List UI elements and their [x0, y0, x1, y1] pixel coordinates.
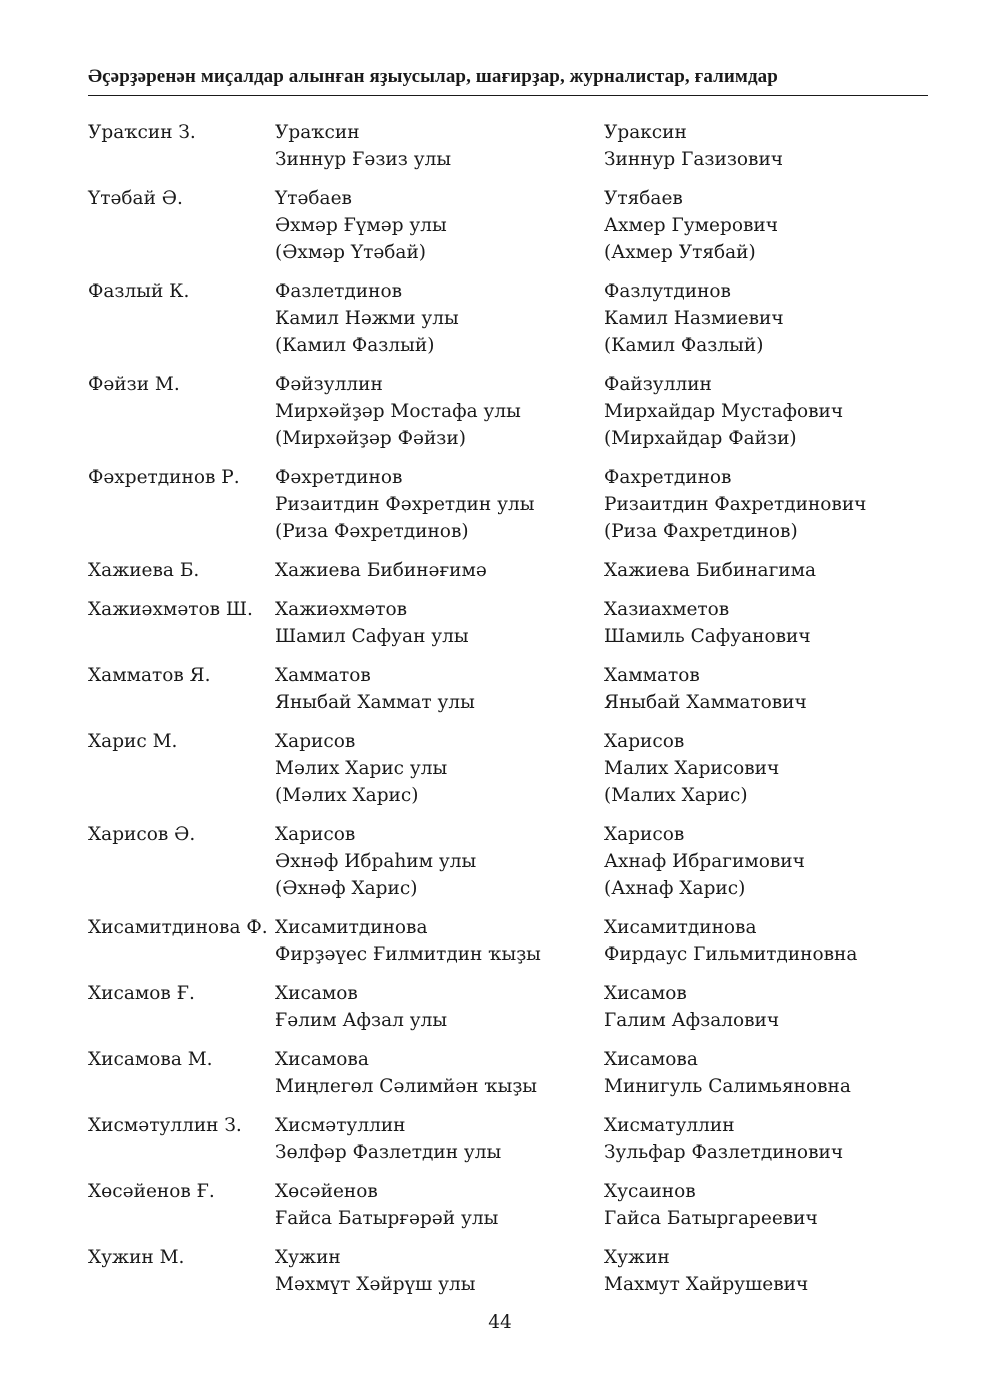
russian-full-name [604, 1046, 938, 1100]
short-name-text: Фәйзи М. [88, 374, 180, 395]
short-name [88, 662, 275, 716]
bashkir-name-line: Фәйзуллин [275, 374, 383, 395]
russian-name-line: Хисамитдинова [604, 917, 757, 938]
bashkir-name-line: (Камил Фазлый) [275, 335, 435, 356]
russian-full-name [604, 596, 938, 650]
short-name [88, 980, 275, 1034]
name-entries-list [88, 119, 938, 1310]
bashkir-name-line: Зиннур Ғәзиз улы [275, 149, 452, 170]
russian-name-line: Камил Назмиевич [604, 308, 784, 329]
name-entry [88, 557, 938, 584]
name-entry [88, 728, 938, 809]
bashkir-name-line: Мирхәйҙәр Мостафа улы [275, 401, 521, 422]
name-entry [88, 596, 938, 650]
short-name-text: Фазлый К. [88, 281, 190, 302]
bashkir-name-line: Камил Нәжми улы [275, 308, 459, 329]
russian-full-name [604, 1244, 938, 1298]
russian-full-name [604, 728, 938, 809]
bashkir-name-line: Үтәбаев [275, 188, 352, 209]
bashkir-full-name [275, 371, 604, 452]
short-name-text: Хужин М. [88, 1247, 185, 1268]
short-name [88, 914, 275, 968]
bashkir-name-line: Мәлих Харис улы [275, 758, 448, 779]
short-name [88, 1112, 275, 1166]
bashkir-name-line: Зөлфәр Фазлетдин улы [275, 1142, 502, 1163]
bashkir-full-name [275, 914, 604, 968]
russian-name-line: Харисов [604, 824, 685, 845]
bashkir-full-name [275, 596, 604, 650]
bashkir-name-line: Хисмәтуллин [275, 1115, 406, 1136]
russian-full-name [604, 1112, 938, 1166]
bashkir-name-line: Хажиәхмәтов [275, 599, 408, 620]
short-name [88, 557, 275, 584]
short-name-text: Ураҡсин З. [88, 122, 196, 143]
name-entry [88, 371, 938, 452]
bashkir-full-name [275, 119, 604, 173]
bashkir-name-line: Хисамитдинова [275, 917, 428, 938]
name-entry [88, 662, 938, 716]
russian-name-line: Ураксин [604, 122, 687, 143]
short-name-text: Үтәбай Ә. [88, 188, 183, 209]
short-name [88, 821, 275, 902]
short-name [88, 728, 275, 809]
bashkir-name-line: Хажиева Бибинәғимә [275, 560, 487, 581]
russian-name-line: Фазлутдинов [604, 281, 731, 302]
short-name-text: Харис М. [88, 731, 178, 752]
russian-name-line: Харисов [604, 731, 685, 752]
russian-name-line: Ризаитдин Фахретдинович [604, 494, 867, 515]
bashkir-name-line: Фазлетдинов [275, 281, 403, 302]
russian-full-name [604, 119, 938, 173]
russian-name-line: (Мирхайдар Файзи) [604, 428, 797, 449]
short-name [88, 1046, 275, 1100]
russian-name-line: (Ахмер Утябай) [604, 242, 756, 263]
russian-full-name [604, 1178, 938, 1232]
russian-full-name [604, 371, 938, 452]
russian-name-line: Хисматуллин [604, 1115, 735, 1136]
short-name [88, 119, 275, 173]
russian-full-name [604, 662, 938, 716]
name-entry [88, 1046, 938, 1100]
russian-full-name [604, 278, 938, 359]
bashkir-name-line: Харисов [275, 731, 356, 752]
short-name-text: Хөсәйенов Ғ. [88, 1181, 215, 1202]
russian-name-line: Зиннур Газизович [604, 149, 784, 170]
header-rule [88, 95, 928, 96]
russian-name-line: Махмут Хайрушевич [604, 1274, 809, 1295]
bashkir-full-name [275, 464, 604, 545]
russian-name-line: Гайса Батыргареевич [604, 1208, 818, 1229]
russian-name-line: (Камил Фазлый) [604, 335, 764, 356]
bashkir-name-line: Хисамов [275, 983, 358, 1004]
bashkir-full-name [275, 662, 604, 716]
short-name [88, 185, 275, 266]
bashkir-full-name [275, 185, 604, 266]
russian-name-line: Яныбай Хамматович [604, 692, 807, 713]
short-name-text: Хамматов Я. [88, 665, 211, 686]
short-name [88, 278, 275, 359]
name-entry [88, 1112, 938, 1166]
page-number: 44 [488, 1312, 512, 1333]
russian-full-name [604, 914, 938, 968]
russian-name-line: Хажиева Бибинагима [604, 560, 817, 581]
short-name-text: Хисамов Ғ. [88, 983, 195, 1004]
name-entry [88, 914, 938, 968]
bashkir-full-name [275, 821, 604, 902]
name-entry [88, 185, 938, 266]
russian-full-name [604, 821, 938, 902]
bashkir-name-line: Әхмәр Ғүмәр улы [275, 215, 447, 236]
russian-name-line: Файзуллин [604, 374, 712, 395]
short-name [88, 464, 275, 545]
bashkir-name-line: (Әхмәр Үтәбай) [275, 242, 426, 263]
russian-name-line: Хужин [604, 1247, 670, 1268]
russian-full-name [604, 557, 938, 584]
short-name-text: Хажиева Б. [88, 560, 200, 581]
bashkir-name-line: (Әхнәф Харис) [275, 878, 418, 899]
bashkir-name-line: Ғайса Батырғәрәй улы [275, 1208, 499, 1229]
short-name [88, 596, 275, 650]
name-entry [88, 1178, 938, 1232]
russian-full-name [604, 980, 938, 1034]
name-entry [88, 1244, 938, 1298]
name-entry [88, 980, 938, 1034]
bashkir-name-line: Хөсәйенов [275, 1181, 378, 1202]
bashkir-full-name [275, 1046, 604, 1100]
russian-name-line: Хусаинов [604, 1181, 696, 1202]
bashkir-name-line: Хамматов [275, 665, 371, 686]
russian-name-line: Хисамова [604, 1049, 698, 1070]
russian-name-line: Фирдаус Гильмитдиновна [604, 944, 858, 965]
russian-name-line: Зульфар Фазлетдинович [604, 1142, 844, 1163]
russian-full-name [604, 464, 938, 545]
russian-name-line: Фахретдинов [604, 467, 732, 488]
bashkir-name-line: (Мәлих Харис) [275, 785, 419, 806]
short-name-text: Хисмәтуллин З. [88, 1115, 242, 1136]
bashkir-name-line: Харисов [275, 824, 356, 845]
short-name-text: Фәхретдинов Р. [88, 467, 240, 488]
russian-name-line: Галим Афзалович [604, 1010, 780, 1031]
short-name-text: Хисамитдинова Ф. [88, 917, 268, 938]
name-entry [88, 278, 938, 359]
bashkir-name-line: Фәхретдинов [275, 467, 403, 488]
bashkir-full-name [275, 980, 604, 1034]
page-header-title: Әҫәрҙәренән миҫалдар алынған яҙыусылар, шағирҙар, журналистар, ғалимдар [88, 66, 778, 87]
bashkir-name-line: Мәхмүт Хәйрүш улы [275, 1274, 476, 1295]
bashkir-name-line: Фирҙәүес Ғилмитдин ҡыҙы [275, 944, 541, 965]
bashkir-name-line: Шамил Сафуан улы [275, 626, 469, 647]
russian-name-line: Хазиахметов [604, 599, 730, 620]
bashkir-full-name [275, 1112, 604, 1166]
bashkir-name-line: Миңлегөл Сәлимйән ҡыҙы [275, 1076, 537, 1097]
bashkir-full-name [275, 1178, 604, 1232]
russian-name-line: Шамиль Сафуанович [604, 626, 811, 647]
bashkir-full-name [275, 1244, 604, 1298]
short-name-text: Харисов Ә. [88, 824, 196, 845]
russian-name-line: Хисамов [604, 983, 687, 1004]
bashkir-name-line: Ураҡсин [275, 122, 360, 143]
russian-name-line: Ахмер Гумерович [604, 215, 778, 236]
russian-name-line: Минигуль Салимьяновна [604, 1076, 851, 1097]
bashkir-full-name [275, 728, 604, 809]
name-entry [88, 821, 938, 902]
short-name-text: Хисамова М. [88, 1049, 213, 1070]
bashkir-name-line: Ғәлим Афзал улы [275, 1010, 448, 1031]
name-entry [88, 119, 938, 173]
bashkir-name-line: (Мирхәйҙәр Фәйзи) [275, 428, 466, 449]
bashkir-name-line: (Риза Фәхретдинов) [275, 521, 469, 542]
bashkir-name-line: Хужин [275, 1247, 341, 1268]
russian-name-line: (Малих Харис) [604, 785, 748, 806]
short-name [88, 1178, 275, 1232]
bashkir-name-line: Хисамова [275, 1049, 369, 1070]
bashkir-name-line: Ризаитдин Фәхретдин улы [275, 494, 535, 515]
russian-name-line: Мирхайдар Мустафович [604, 401, 844, 422]
bashkir-full-name [275, 278, 604, 359]
short-name [88, 1244, 275, 1298]
short-name-text: Хажиәхмәтов Ш. [88, 599, 253, 620]
russian-full-name [604, 185, 938, 266]
russian-name-line: Ахнаф Ибрагимович [604, 851, 805, 872]
name-entry [88, 464, 938, 545]
bashkir-full-name [275, 557, 604, 584]
russian-name-line: (Ахнаф Харис) [604, 878, 746, 899]
russian-name-line: Малих Харисович [604, 758, 780, 779]
russian-name-line: Утябаев [604, 188, 683, 209]
russian-name-line: (Риза Фахретдинов) [604, 521, 798, 542]
russian-name-line: Хамматов [604, 665, 700, 686]
bashkir-name-line: Әхнәф Ибраһим улы [275, 851, 477, 872]
bashkir-name-line: Яныбай Хаммат улы [275, 692, 475, 713]
short-name [88, 371, 275, 452]
